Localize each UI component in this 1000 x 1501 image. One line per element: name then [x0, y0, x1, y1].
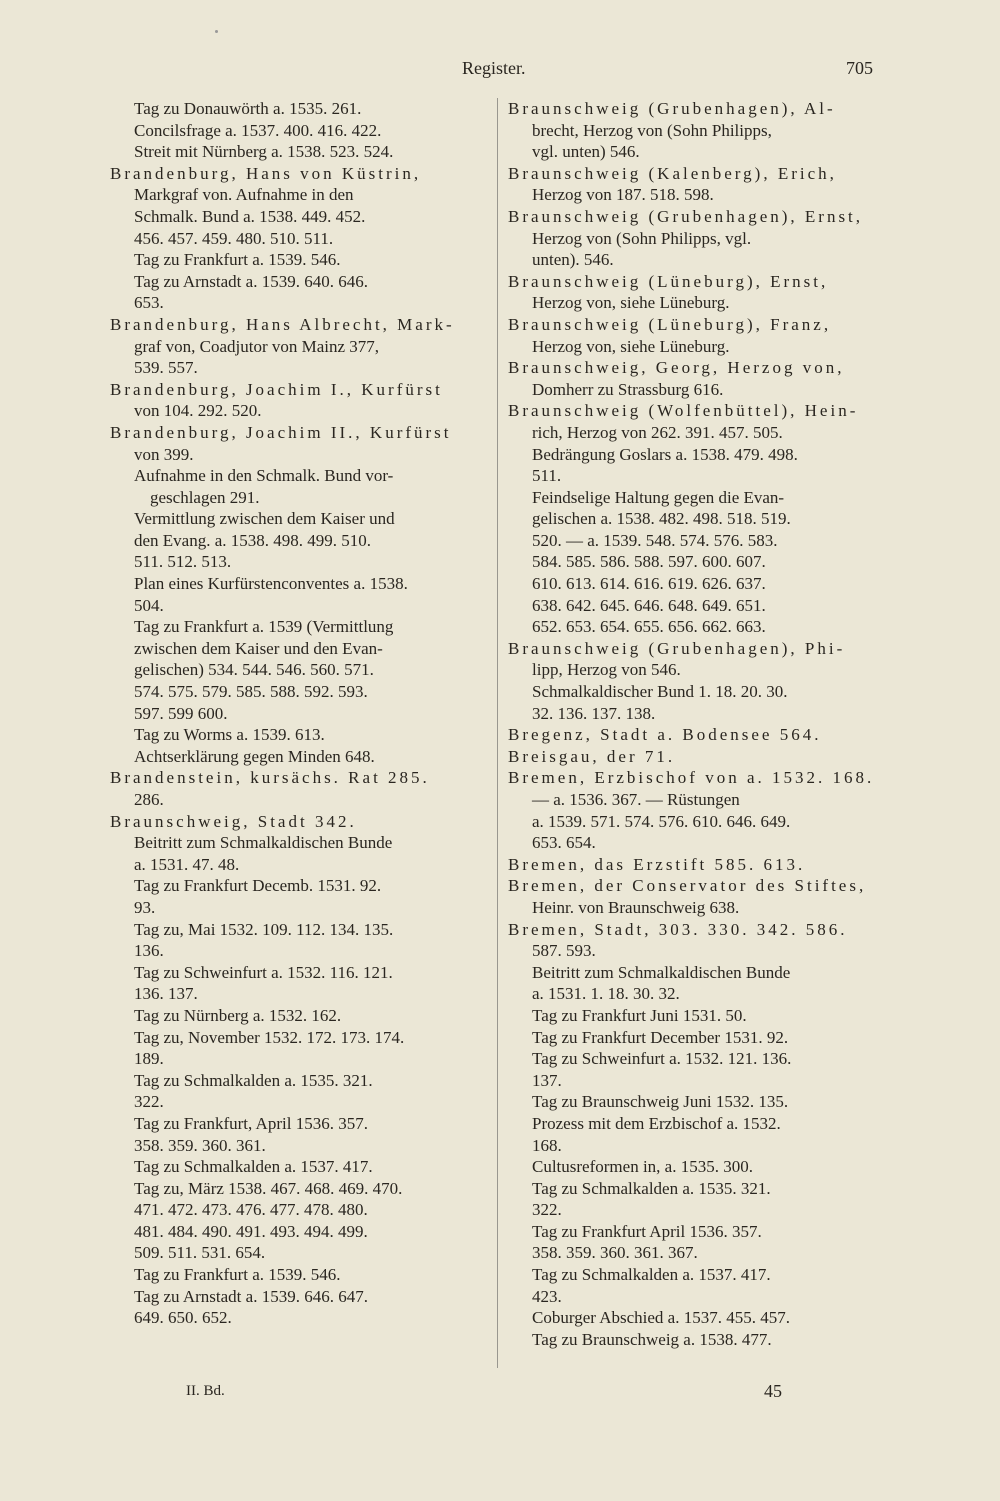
- index-subentry-line: Tag zu Frankfurt December 1531. 92.: [532, 1027, 789, 1047]
- index-subentry-line: 471. 472. 473. 476. 477. 478. 480.: [134, 1200, 368, 1220]
- index-subentry-line: Herzog von, siehe Lüneburg.: [532, 293, 730, 313]
- running-head: Register.: [462, 58, 526, 78]
- index-heading-line: Braunschweig (Lüneburg), Ernst,: [508, 271, 829, 291]
- index-subentry-line: geschlagen 291.: [150, 487, 260, 507]
- volume-signature: II. Bd.: [186, 1383, 225, 1399]
- index-subentry-line: rich, Herzog von 262. 391. 457. 505.: [532, 422, 783, 442]
- index-heading-line: Braunschweig (Kalenberg), Erich,: [508, 163, 837, 183]
- index-subentry-line: Domherr zu Strassburg 616.: [532, 379, 724, 399]
- index-heading-line: Braunschweig (Grubenhagen), Ernst,: [508, 206, 864, 226]
- right-column: [508, 98, 890, 1350]
- index-subentry-line: 574. 575. 579. 585. 588. 592. 593.: [134, 682, 368, 702]
- index-subentry-line: 597. 599 600.: [134, 703, 228, 723]
- index-subentry-line: unten). 546.: [532, 250, 614, 270]
- index-heading-line: Bremen, das Erzstift 585. 613.: [508, 854, 806, 874]
- index-subentry-line: Tag zu Schmalkalden a. 1537. 417.: [532, 1265, 771, 1285]
- index-subentry-line: 584. 585. 586. 588. 597. 600. 607.: [532, 552, 766, 572]
- index-subentry-line: Tag zu Frankfurt Decemb. 1531. 92.: [134, 876, 382, 896]
- index-subentry-line: Tag zu Schweinfurt a. 1532. 116. 121.: [134, 962, 393, 982]
- index-subentry-line: Bedrängung Goslars a. 1538. 479. 498.: [532, 444, 798, 464]
- index-subentry-line: Tag zu Frankfurt Juni 1531. 50.: [532, 1005, 747, 1025]
- index-subentry-line: Coburger Abschied a. 1537. 455. 457.: [532, 1308, 790, 1328]
- index-subentry-line: Prozess mit dem Erzbischof a. 1532.: [532, 1113, 781, 1133]
- index-heading-line: Brandenburg, Joachim I., Kurfürst: [110, 379, 443, 399]
- index-subentry-line: Beitritt zum Schmalkaldischen Bunde: [532, 962, 791, 982]
- index-subentry-line: Tag zu Frankfurt a. 1539. 546.: [134, 250, 341, 270]
- index-subentry-line: Tag zu Nürnberg a. 1532. 162.: [134, 1005, 342, 1025]
- index-subentry-line: 423.: [532, 1286, 562, 1306]
- index-subentry-line: Schmalkaldischer Bund 1. 18. 20. 30.: [532, 682, 788, 702]
- index-subentry-line: a. 1539. 571. 574. 576. 610. 646. 649.: [532, 811, 791, 831]
- index-subentry-line: a. 1531. 1. 18. 30. 32.: [532, 984, 680, 1004]
- index-subentry-line: Tag zu Arnstadt a. 1539. 646. 647.: [134, 1286, 368, 1306]
- index-subentry-line: 286.: [134, 790, 164, 809]
- index-subentry-line: gelischen a. 1538. 482. 498. 518. 519.: [532, 509, 791, 529]
- index-subentry-line: zwischen dem Kaiser und den Evan-: [134, 638, 383, 658]
- index-heading-line: Brandenburg, Hans Albrecht, Mark-: [110, 314, 455, 334]
- index-subentry-line: 509. 511. 531. 654.: [134, 1243, 266, 1263]
- index-subentry-line: brecht, Herzog von (Sohn Philipps,: [532, 120, 772, 140]
- index-subentry-line: gelischen) 534. 544. 546. 560. 571.: [134, 660, 374, 680]
- index-subentry-line: den Evang. a. 1538. 498. 499. 510.: [134, 530, 372, 550]
- index-subentry-line: Concilsfrage a. 1537. 400. 416. 422.: [134, 120, 382, 140]
- index-heading-line: Brandenstein, kursächs. Rat 285.: [110, 768, 430, 788]
- index-subentry-line: 610. 613. 614. 616. 619. 626. 637.: [532, 574, 766, 594]
- index-subentry-line: Tag zu Frankfurt, April 1536. 357.: [134, 1113, 368, 1133]
- index-subentry-line: 587. 593.: [532, 941, 596, 961]
- index-subentry-line: 652. 653. 654. 655. 656. 662. 663.: [532, 617, 766, 637]
- sheet-number: 45: [764, 1381, 782, 1401]
- index-subentry-line: 539. 557.: [134, 358, 198, 378]
- index-subentry-line: 653. 654.: [532, 833, 596, 853]
- index-subentry-line: Herzog von, siehe Lüneburg.: [532, 336, 730, 356]
- index-subentry-line: 136.: [134, 941, 164, 961]
- index-subentry-line: 481. 484. 490. 491. 493. 494. 499.: [134, 1221, 368, 1241]
- index-subentry-line: Tag zu Braunschweig a. 1538. 477.: [532, 1329, 772, 1349]
- index-subentry-line: Tag zu Donauwörth a. 1535. 261.: [134, 99, 362, 118]
- index-subentry-line: Beitritt zum Schmalkaldischen Bunde: [134, 833, 393, 853]
- index-subentry-line: 653.: [134, 293, 164, 313]
- index-subentry-line: 511. 512. 513.: [134, 552, 232, 572]
- index-subentry-line: 511.: [532, 466, 562, 486]
- index-subentry-line: Tag zu, Mai 1532. 109. 112. 134. 135.: [134, 919, 394, 939]
- index-subentry-line: 358. 359. 360. 361. 367.: [532, 1243, 698, 1263]
- index-subentry-line: Tag zu, November 1532. 172. 173. 174.: [134, 1027, 405, 1047]
- index-subentry-line: a. 1531. 47. 48.: [134, 854, 240, 874]
- index-subentry-line: Streit mit Nürnberg a. 1538. 523. 524.: [134, 142, 394, 162]
- index-subentry-line: Tag zu Frankfurt a. 1539 (Vermittlung: [134, 617, 394, 637]
- index-subentry-line: 168.: [532, 1135, 562, 1155]
- index-heading-line: Bremen, Stadt, 303. 330. 342. 586.: [508, 919, 848, 939]
- index-subentry-line: Achtserklärung gegen Minden 648.: [134, 746, 375, 766]
- index-subentry-line: Vermittlung zwischen dem Kaiser und: [134, 509, 395, 529]
- index-subentry-line: Tag zu Schweinfurt a. 1532. 121. 136.: [532, 1049, 792, 1069]
- index-subentry-line: Cultusreformen in, a. 1535. 300.: [532, 1157, 753, 1177]
- index-subentry-line: Herzog von (Sohn Philipps, vgl.: [532, 228, 752, 248]
- index-subentry-line: — a. 1536. 367. — Rüstungen: [532, 790, 740, 809]
- index-heading-line: Bremen, der Conservator des Stiftes,: [508, 876, 867, 896]
- index-subentry-line: 189.: [134, 1049, 164, 1069]
- index-subentry-line: Plan eines Kurfürstenconventes a. 1538.: [134, 574, 408, 594]
- index-subentry-line: Markgraf von. Aufnahme in den: [134, 185, 354, 205]
- index-subentry-line: 136. 137.: [134, 984, 198, 1004]
- index-subentry-line: 93.: [134, 897, 156, 917]
- index-subentry-line: Schmalk. Bund a. 1538. 449. 452.: [134, 206, 366, 226]
- index-subentry-line: vgl. unten) 546.: [532, 142, 640, 162]
- index-heading-line: Braunschweig, Georg, Herzog von,: [508, 358, 845, 378]
- index-subentry-line: von 399.: [134, 444, 194, 464]
- index-heading-line: Brandenburg, Hans von Küstrin,: [110, 163, 422, 183]
- column-divider: [497, 98, 498, 1368]
- index-subentry-line: Herzog von 187. 518. 598.: [532, 185, 714, 205]
- index-subentry-line: graf von, Coadjutor von Mainz 377,: [134, 336, 380, 356]
- index-heading-line: Breisgau, der 71.: [508, 746, 676, 766]
- index-heading-line: Brandenburg, Joachim II., Kurfürst: [110, 422, 452, 442]
- index-subentry-line: Tag zu Schmalkalden a. 1535. 321.: [134, 1070, 373, 1090]
- index-heading-line: Braunschweig (Lüneburg), Franz,: [508, 314, 832, 334]
- index-heading-line: Braunschweig (Wolfenbüttel), Hein-: [508, 401, 859, 421]
- index-heading-line: Braunschweig (Grubenhagen), Al-: [508, 99, 836, 118]
- index-subentry-line: 137.: [532, 1070, 562, 1090]
- index-subentry-line: 322.: [134, 1092, 164, 1112]
- index-subentry-line: Tag zu Braunschweig Juni 1532. 135.: [532, 1092, 789, 1112]
- index-subentry-line: 32. 136. 137. 138.: [532, 703, 656, 723]
- index-subentry-line: 358. 359. 360. 361.: [134, 1135, 266, 1155]
- index-subentry-line: 322.: [532, 1200, 562, 1220]
- index-subentry-line: Tag zu Arnstadt a. 1539. 640. 646.: [134, 271, 368, 291]
- index-subentry-line: Tag zu Worms a. 1539. 613.: [134, 725, 325, 745]
- speck-mark: [215, 30, 218, 33]
- index-heading-line: Bregenz, Stadt a. Bodensee 564.: [508, 725, 822, 745]
- index-subentry-line: Aufnahme in den Schmalk. Bund vor-: [134, 466, 394, 486]
- index-subentry-line: 504.: [134, 595, 164, 615]
- index-subentry-line: Tag zu Schmalkalden a. 1535. 321.: [532, 1178, 771, 1198]
- index-subentry-line: Tag zu, März 1538. 467. 468. 469. 470.: [134, 1178, 403, 1198]
- index-subentry-line: Tag zu Schmalkalden a. 1537. 417.: [134, 1157, 373, 1177]
- index-heading-line: Braunschweig, Stadt 342.: [110, 811, 357, 831]
- index-heading-line: Bremen, Erzbischof von a. 1532. 168.: [508, 768, 875, 788]
- index-subentry-line: Feindselige Haltung gegen die Evan-: [532, 487, 785, 507]
- index-subentry-line: 456. 457. 459. 480. 510. 511.: [134, 228, 334, 248]
- page-number: 705: [846, 58, 873, 78]
- index-subentry-line: Tag zu Frankfurt April 1536. 357.: [532, 1221, 762, 1241]
- left-column: [110, 98, 490, 1329]
- index-subentry-line: Heinr. von Braunschweig 638.: [532, 897, 740, 917]
- index-heading-line: Braunschweig (Grubenhagen), Phi-: [508, 638, 846, 658]
- index-subentry-line: 638. 642. 645. 646. 648. 649. 651.: [532, 595, 766, 615]
- index-subentry-line: von 104. 292. 520.: [134, 401, 262, 421]
- index-subentry-line: lipp, Herzog von 546.: [532, 660, 681, 680]
- index-subentry-line: Tag zu Frankfurt a. 1539. 546.: [134, 1265, 341, 1285]
- index-subentry-line: 520. — a. 1539. 548. 574. 576. 583.: [532, 530, 778, 550]
- index-subentry-line: 649. 650. 652.: [134, 1308, 232, 1328]
